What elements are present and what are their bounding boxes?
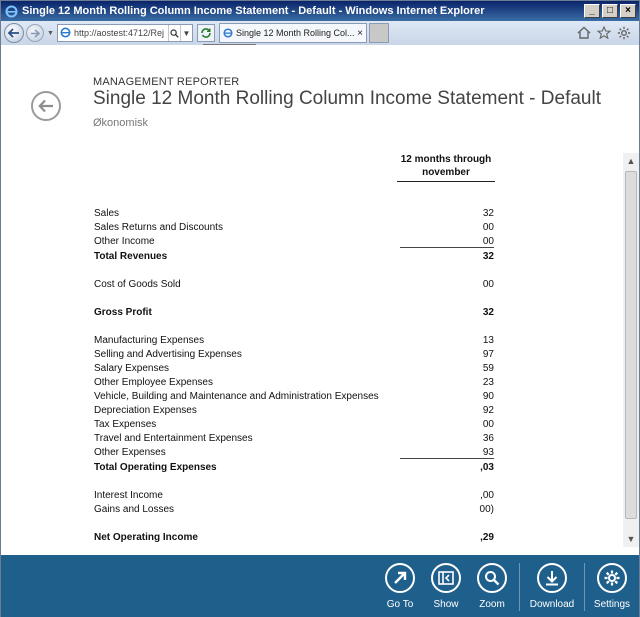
app-name: MANAGEMENT REPORTER xyxy=(93,76,240,88)
table-row xyxy=(94,208,494,222)
row-label: Net Operating Income xyxy=(94,532,198,543)
search-icon[interactable] xyxy=(168,25,180,41)
table-row xyxy=(94,236,494,250)
tools-gear-icon[interactable] xyxy=(617,26,631,40)
row-value: 90 xyxy=(482,391,494,402)
row-value: 23 xyxy=(482,377,494,388)
table-row xyxy=(94,447,494,461)
show-panel-icon xyxy=(438,571,454,585)
row-label: Sales Returns and Discounts xyxy=(94,222,223,233)
home-icon[interactable] xyxy=(577,26,591,40)
app-bar xyxy=(1,555,639,617)
row-label: Interest Income xyxy=(94,490,163,501)
row-value: 00 xyxy=(482,279,494,290)
row-label: Other Income xyxy=(94,236,155,247)
company-name: Økonomisk xyxy=(93,117,149,129)
report-viewer xyxy=(1,45,623,555)
arrow-up-right-icon xyxy=(392,570,408,586)
page-icon xyxy=(60,27,71,40)
close-button[interactable]: × xyxy=(620,4,636,18)
magnifier-icon xyxy=(484,570,500,586)
browser-tab[interactable] xyxy=(219,23,367,43)
table-row-total xyxy=(94,307,494,321)
refresh-icon xyxy=(200,27,212,39)
arrow-left-icon xyxy=(8,28,20,38)
column-header xyxy=(397,153,495,182)
table-row xyxy=(94,504,494,518)
settings-button[interactable] xyxy=(589,563,635,610)
row-value: 36 xyxy=(482,433,494,444)
download-label: Download xyxy=(529,599,575,610)
maximize-button[interactable]: □ xyxy=(602,4,618,18)
table-row xyxy=(94,222,494,236)
table-row-total xyxy=(94,462,494,476)
table-row xyxy=(94,490,494,504)
row-value: 97 xyxy=(482,349,494,360)
row-value: 93 xyxy=(400,447,494,459)
goto-label: Go To xyxy=(386,599,414,610)
table-row xyxy=(94,433,494,447)
scrollbar-thumb[interactable] xyxy=(625,171,637,519)
row-value: 00) xyxy=(479,504,494,515)
table-row xyxy=(94,363,494,377)
row-value: 92 xyxy=(482,405,494,416)
favorites-star-icon[interactable] xyxy=(597,26,611,40)
table-row-total xyxy=(94,251,494,265)
download-button[interactable] xyxy=(524,563,580,610)
address-bar[interactable] xyxy=(57,24,193,42)
minimize-button[interactable]: _ xyxy=(584,4,600,18)
ie-icon xyxy=(4,4,18,18)
page-title: Single 12 Month Rolling Column Income Statement - Default xyxy=(93,88,601,109)
row-value: 32 xyxy=(482,251,494,262)
history-dropdown[interactable]: ▼ xyxy=(47,29,54,37)
scroll-down-arrow-icon[interactable]: ▼ xyxy=(626,534,636,544)
table-row xyxy=(94,335,494,349)
address-input[interactable]: http://aostest:4712/Rej xyxy=(73,28,164,38)
show-label: Show xyxy=(433,599,459,610)
row-value: 00 xyxy=(482,222,494,233)
appbar-separator xyxy=(584,563,585,611)
row-label: Vehicle, Building and Maintenance and Administration Expenses xyxy=(94,391,379,402)
report-back-button[interactable] xyxy=(31,91,61,121)
row-value: 13 xyxy=(482,335,494,346)
row-label: Total Revenues xyxy=(94,251,168,262)
settings-label: Settings xyxy=(593,599,631,610)
table-row xyxy=(94,405,494,419)
row-label: Manufacturing Expenses xyxy=(94,335,205,346)
row-label: Gains and Losses xyxy=(94,504,175,515)
row-label: Other Expenses xyxy=(94,447,166,458)
row-label: Travel and Entertainment Expenses xyxy=(94,433,253,444)
new-tab-button[interactable] xyxy=(369,23,389,43)
table-row xyxy=(94,349,494,363)
navigation-bar xyxy=(1,21,639,45)
table-row-total xyxy=(94,532,494,546)
tab-label: Single 12 Month Rolling Col... xyxy=(235,28,355,38)
table-row xyxy=(94,419,494,433)
row-value: 00 xyxy=(400,236,494,248)
show-button[interactable] xyxy=(423,563,469,610)
row-label: Cost of Goods Sold xyxy=(94,279,181,290)
row-label: Total Operating Expenses xyxy=(94,462,217,473)
arrow-left-icon xyxy=(38,99,54,113)
column-header-line2: november xyxy=(397,166,495,182)
refresh-button[interactable] xyxy=(197,24,215,42)
title-bar xyxy=(1,1,639,21)
vertical-scrollbar[interactable] xyxy=(623,153,639,547)
row-label: Salary Expenses xyxy=(94,363,170,374)
tab-ie-icon xyxy=(223,28,233,38)
row-label: Selling and Advertising Expenses xyxy=(94,349,242,360)
row-value: ,00 xyxy=(480,490,494,501)
address-dropdown-icon[interactable]: ▼ xyxy=(180,25,192,41)
column-header-line1: 12 months through xyxy=(400,154,492,165)
arrow-right-icon xyxy=(30,29,40,38)
forward-nav-button[interactable] xyxy=(26,24,44,42)
gear-icon xyxy=(603,569,621,587)
window-title: Single 12 Month Rolling Column Income Statement - Default - Windows Internet Explorer xyxy=(22,5,485,17)
row-value: 32 xyxy=(482,208,494,219)
row-value: ,03 xyxy=(480,462,494,473)
row-label: Depreciation Expenses xyxy=(94,405,197,416)
download-icon xyxy=(544,570,560,586)
row-label: Tax Expenses xyxy=(94,419,157,430)
scroll-up-arrow-icon[interactable]: ▲ xyxy=(626,156,636,166)
zoom-label: Zoom xyxy=(479,599,505,610)
row-value: 00 xyxy=(482,419,494,430)
row-label: Gross Profit xyxy=(94,307,152,318)
zoom-button[interactable] xyxy=(469,563,515,610)
row-value: 32 xyxy=(482,307,494,318)
row-value: ,29 xyxy=(480,532,494,543)
table-row xyxy=(94,391,494,405)
back-nav-button[interactable] xyxy=(4,23,24,43)
goto-button[interactable] xyxy=(377,563,423,610)
row-label: Sales xyxy=(94,208,120,219)
appbar-separator xyxy=(519,563,520,611)
tab-close-icon[interactable]: × xyxy=(357,27,363,39)
row-value: 59 xyxy=(482,363,494,374)
table-row xyxy=(94,279,494,293)
table-row xyxy=(94,377,494,391)
row-label: Other Employee Expenses xyxy=(94,377,213,388)
